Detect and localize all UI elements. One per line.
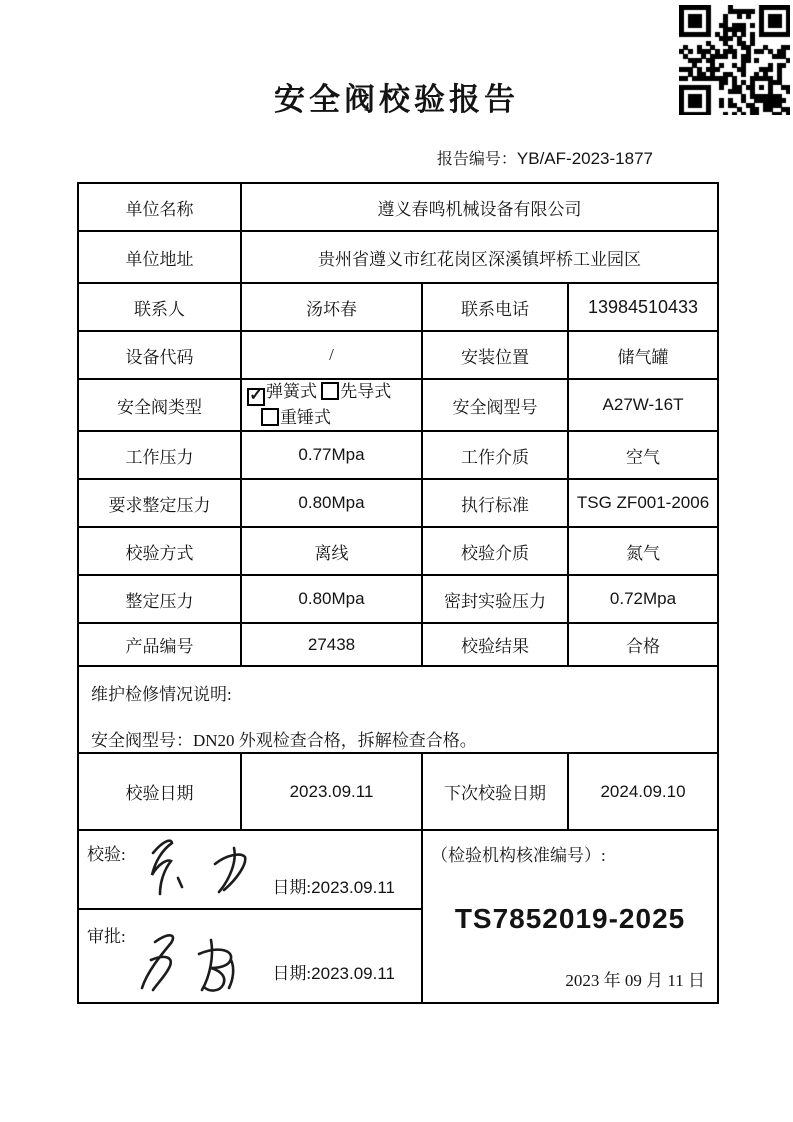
valve-model-value: A27W-16T [568,379,718,431]
report-number-label: 报告编号： [436,151,517,168]
org-code-label: （检验机构核准编号）: [431,846,606,865]
org-code-cell [422,830,718,1003]
seal-pressure-value: 0.72Mpa [568,575,718,623]
table-row [78,331,718,379]
product-number-value: 27438 [241,623,422,666]
page-title: 安全阀校验报告 [274,82,519,117]
device-code-value: / [241,331,422,379]
work-medium-value: 空气 [568,431,718,479]
org-code-value: TS7852019-2025 [454,903,686,934]
issue-date: 2023 年 09 月 11 日 [565,971,706,990]
contact-label: 联系人 [78,283,241,331]
table-row [78,666,718,753]
set-pressure-value: 0.80Mpa [241,575,422,623]
set-pressure-label: 整定压力 [78,575,241,623]
verify-medium-label: 校验介质 [422,527,568,575]
valve-type-options [241,379,422,431]
approver-date: 日期:2023.09.11 [272,964,395,983]
contact-value: 汤坏春 [241,283,422,331]
table-row [78,479,718,527]
verifier-signature [131,833,291,905]
table-row [78,283,718,331]
valve-model-label: 安全阀型号 [422,379,568,431]
verify-date-label: 校验日期 [78,753,241,830]
checkbox-pilot-label: 先导式 [340,382,392,401]
install-position-label: 安装位置 [422,331,568,379]
checkbox-pilot[interactable] [321,382,339,400]
approver-signature [119,924,289,1002]
standard-value: TSG ZF001-2006 [568,479,718,527]
valve-type-label: 安全阀类型 [78,379,241,431]
unit-address-value: 贵州省遵义市红花岗区深溪镇坪桥工业园区 [241,231,718,283]
checkbox-spring-label: 弹簧式 [266,382,317,401]
required-set-pressure-label: 要求整定压力 [78,479,241,527]
next-date-label: 下次校验日期 [422,753,568,830]
unit-name-value: 遵义春鸣机械设备有限公司 [241,183,718,231]
table-row [78,183,718,231]
maintenance-heading: 维护检修情况说明: [91,685,232,704]
table-row [78,575,718,623]
table-row [78,623,718,666]
report-number-line [77,146,717,169]
install-position-value: 储气罐 [568,331,718,379]
next-date-value: 2024.09.10 [568,753,718,830]
valve-type-line2 [247,406,421,430]
verifier-sign-cell [78,830,422,909]
work-pressure-label: 工作压力 [78,431,241,479]
approver-sign-cell [78,909,422,1003]
product-number-label: 产品编号 [78,623,241,666]
table-row [78,753,718,830]
maintenance-cell [78,666,718,753]
phone-value: 13984510433 [568,283,718,331]
result-label: 校验结果 [422,623,568,666]
checkbox-spring[interactable] [247,388,265,406]
valve-type-line1 [247,380,421,406]
verifier-date: 日期:2023.09.11 [272,878,395,897]
report-number-value: YB/AF-2023-1877 [516,149,653,168]
standard-label: 执行标准 [422,479,568,527]
result-value: 合格 [568,623,718,666]
work-medium-label: 工作介质 [422,431,568,479]
verify-method-label: 校验方式 [78,527,241,575]
phone-label: 联系电话 [422,283,568,331]
work-pressure-value: 0.77Mpa [241,431,422,479]
table-row [78,527,718,575]
seal-pressure-label: 密封实验压力 [422,575,568,623]
table-row [78,431,718,479]
maintenance-content: 安全阀型号：DN20 外观检查合格，拆解检查合格。 [91,731,477,750]
verify-medium-value: 氮气 [568,527,718,575]
report-table [77,182,719,1004]
device-code-label: 设备代码 [78,331,241,379]
table-row [78,830,718,909]
approver-label: 审批: [87,927,126,946]
check-mark-icon: ✓ [249,387,263,404]
table-row [78,379,718,431]
checkbox-weight[interactable] [261,408,279,426]
unit-name-label: 单位名称 [78,183,241,231]
verify-method-value: 离线 [241,527,422,575]
verifier-label: 校验: [87,845,126,864]
required-set-pressure-value: 0.80Mpa [241,479,422,527]
unit-address-label: 单位地址 [78,231,241,283]
verify-date-value: 2023.09.11 [241,753,422,830]
table-row [78,231,718,283]
checkbox-weight-label: 重锤式 [280,408,331,427]
